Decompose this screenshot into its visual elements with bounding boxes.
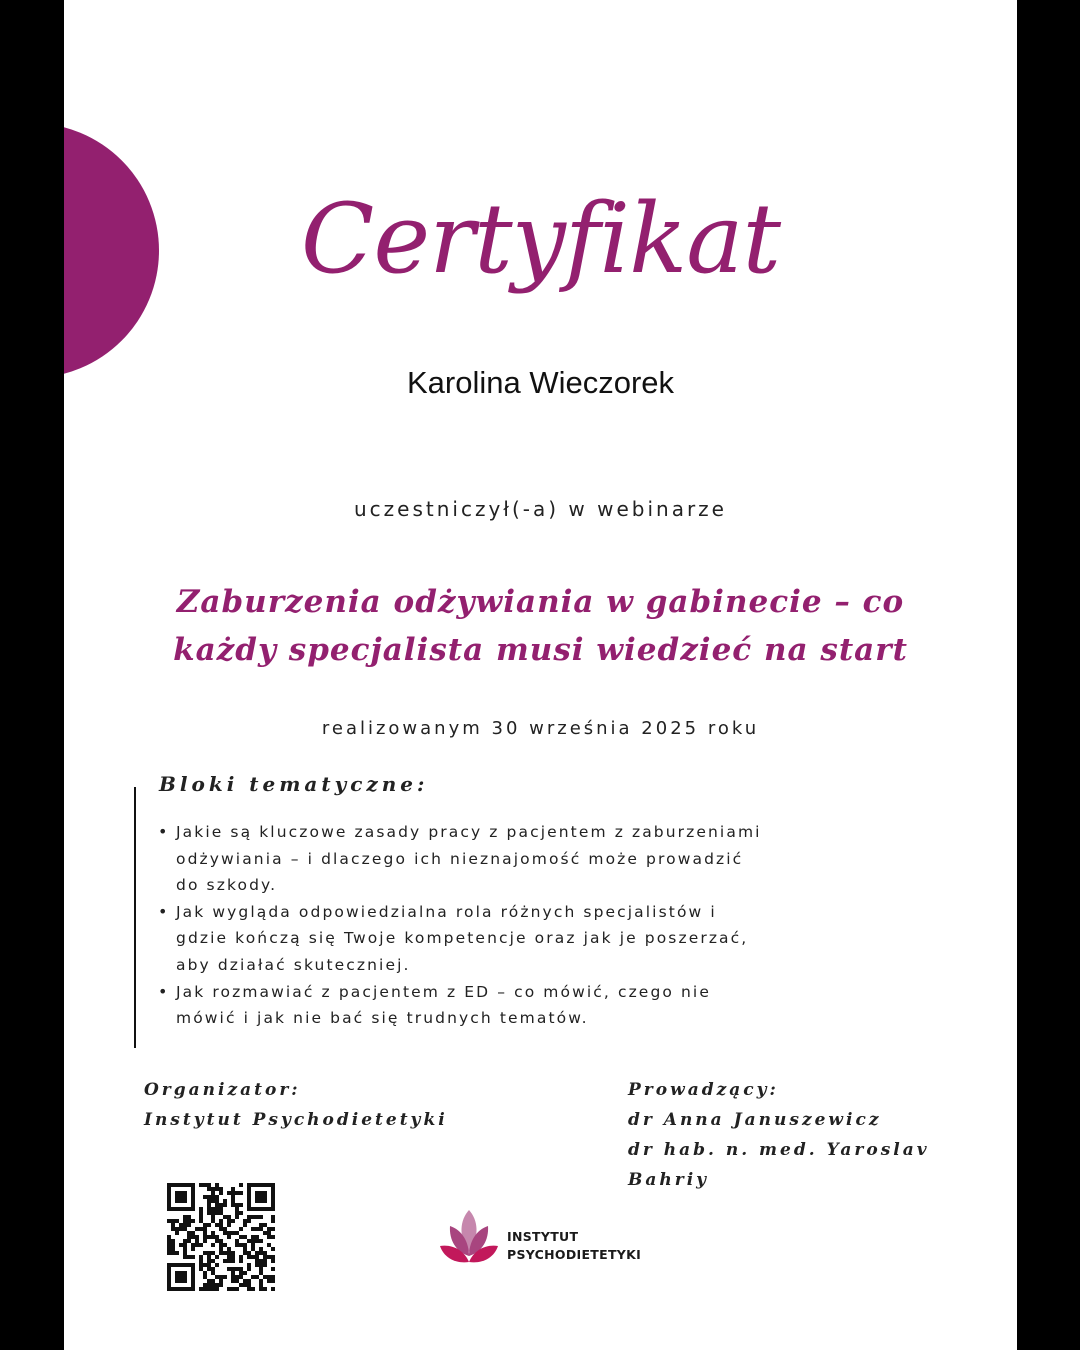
participation-text: uczestniczył(-a) w webinarze — [353, 497, 727, 521]
blocks-divider — [134, 787, 136, 1048]
presenters-label: Prowadzący: — [628, 1080, 779, 1100]
webinar-date: realizowanym 30 września 2025 roku — [321, 718, 760, 739]
presenter-name: dr hab. n. med. Yaroslav Bahriy — [628, 1140, 930, 1190]
presenter-name: dr Anna Januszewicz — [628, 1110, 882, 1130]
presenters-block — [628, 1075, 1017, 1195]
webinar-title-line: Zaburzenia odżywiania w gabinecie – co — [176, 584, 905, 620]
topic-line: aby działać skuteczniej. — [176, 955, 411, 974]
webinar-title-line: każdy specjalista musi wiedzieć na start — [173, 632, 908, 668]
certificate-title: Certyfikat — [300, 183, 781, 295]
webinar-title — [154, 578, 927, 674]
topic-line: • Jak wygląda odpowiedzialna rola różnych specjalistów i — [176, 902, 717, 921]
organizer-name: Instytut Psychodietetyki — [144, 1110, 448, 1130]
organizer-label: Organizator: — [144, 1080, 301, 1100]
topic-item — [158, 979, 818, 1032]
topic-item — [158, 899, 818, 979]
topic-line: • Jak rozmawiać z pacjentem z ED – co mówić, czego nie — [176, 982, 711, 1001]
lotus-logo-icon — [438, 1206, 500, 1268]
logo-text — [507, 1228, 641, 1264]
topic-line: odżywiania – i dlaczego ich nieznajomość może prowadzić — [176, 849, 744, 868]
organizer-block — [144, 1075, 448, 1135]
topic-line: do szkody. — [176, 876, 278, 895]
institute-logo — [438, 1206, 698, 1268]
qr-code-icon[interactable] — [167, 1183, 275, 1291]
logo-line: INSTYTUT — [507, 1229, 579, 1244]
recipient-name: Karolina Wieczorek — [406, 365, 675, 400]
certificate-sheet — [64, 0, 1017, 1350]
topic-item — [158, 819, 818, 899]
logo-line: PSYCHODIETETYKI — [507, 1247, 642, 1262]
topic-list — [158, 819, 818, 1032]
topic-line: gdzie kończą się Twoje kompetencje oraz jak je poszerzać, — [176, 929, 749, 948]
blocks-heading: Bloki tematyczne: — [159, 772, 429, 796]
topic-line: mówić i jak nie bać się trudnych tematów. — [176, 1009, 589, 1028]
topic-line: • Jakie są kluczowe zasady pracy z pacjentem z zaburzeniami — [176, 823, 762, 841]
